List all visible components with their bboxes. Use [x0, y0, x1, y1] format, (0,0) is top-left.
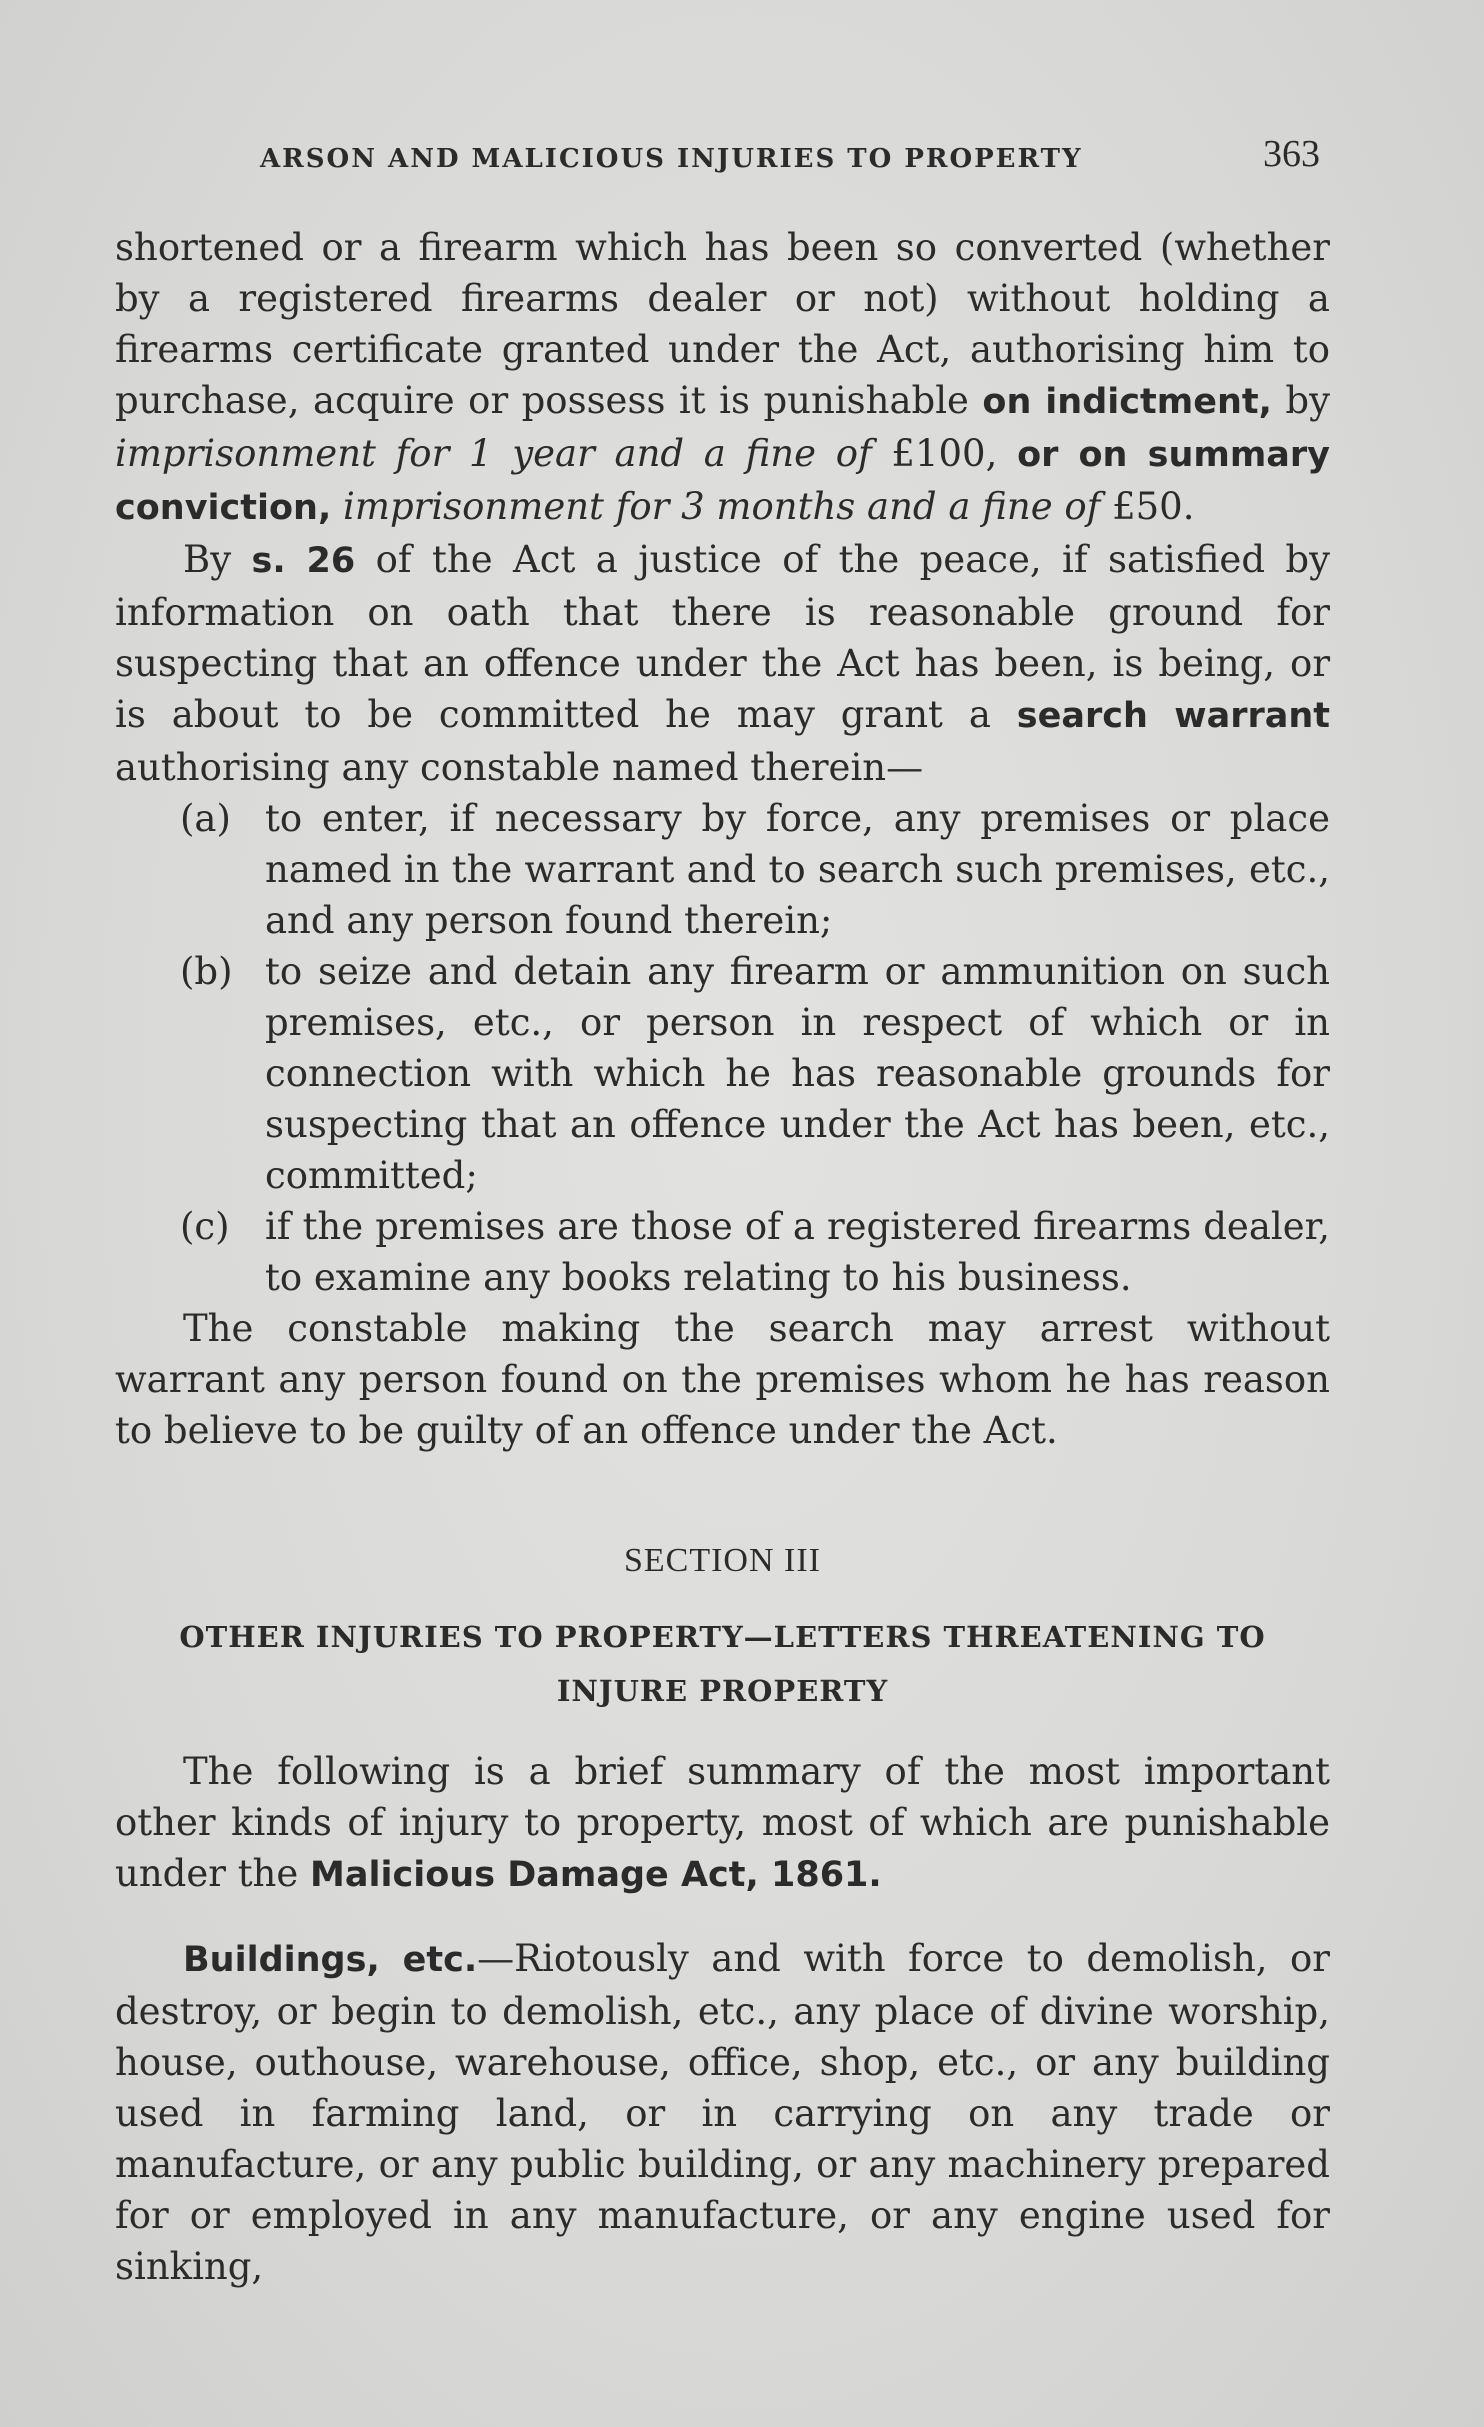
running-head: ARSON AND MALICIOUS INJURIES TO PROPERTY [260, 144, 1083, 174]
section-subheading: OTHER INJURIES TO PROPERTY—LETTERS THREATENING TO INJURE PROPERTY [179, 1620, 1266, 1708]
section-heading: SECTION III [623, 1542, 822, 1579]
page-header [260, 132, 1320, 182]
list-text: to seize and detain any firearm or ammunition on such premises, etc., or person in respect of which or in connection with which he has reasonable grounds for suspecting that an offence under the Act has been, etc., committed; [265, 950, 1330, 1197]
list-text: if the premises are those of a registered firearms dealer, to examine any books relating to his business. [265, 1205, 1330, 1299]
paragraph-buildings: Buildings, etc.—Riotously and with force to demolish, or destroy, or begin to demolish, etc., any place of divine worship, house, outhouse, warehouse, office, shop, etc., or any building used in farming land, or in carrying on any trade or manufacture, or any public building, or any machinery prepared for or employed in any manufacture, or any engine used for sinking, [115, 1937, 1330, 2288]
paragraph-summary-intro: The following is a brief summary of the most important other kinds of injury to property, most of which are punishable under the Malicious Damage Act, 1861. [115, 1750, 1330, 1895]
list-label: (c) [180, 1205, 230, 1248]
list-text: to enter, if necessary by force, any premises or place named in the warrant and to search such premises, etc., and any person found therein; [265, 797, 1330, 942]
paragraph-firearm-penalty: shortened or a firearm which has been so converted (whether by a registered firearms dealer or not) without holding a firearms certificate granted under the Act, authorising him to purchase, acquire or possess it is punishable on indictment, by imprisonment for 1 year and a fine of £100, or on summary conviction, imprisonment for 3 months and a fine of £50. [115, 226, 1330, 528]
page-body [115, 222, 1330, 2292]
list-label: (a) [180, 797, 231, 840]
list-item [115, 946, 1330, 1201]
paragraph-search-warrant: By s. 26 of the Act a justice of the peace, if satisfied by information on oath that there is reasonable ground for suspecting that an offence under the Act has been, is being, or is about to be committed he may grant a search warrant authorising any constable named therein— [115, 538, 1330, 789]
list-item [115, 793, 1330, 946]
page-number: 363 [1263, 133, 1320, 175]
paragraph-arrest: The constable making the search may arrest without warrant any person found on the premises whom he has reason to believe to be guilty of an offence under the Act. [115, 1307, 1330, 1452]
warrant-powers-list [115, 793, 1330, 1303]
list-item [115, 1201, 1330, 1303]
list-label: (b) [180, 950, 233, 993]
